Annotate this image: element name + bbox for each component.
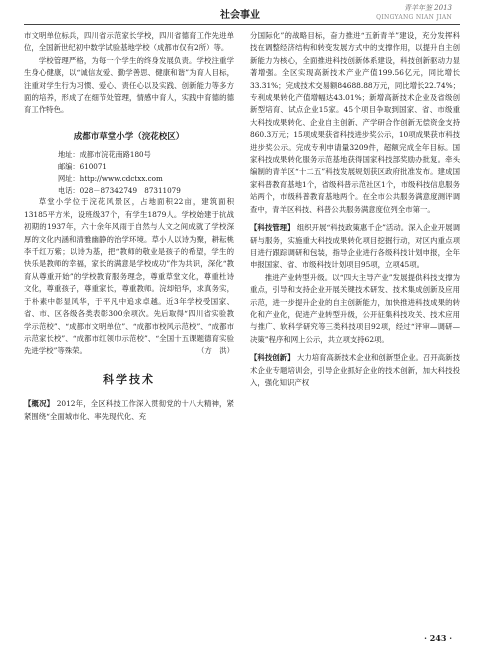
left-column [24,30,234,423]
running-header-journal [376,4,452,22]
page-number: · 243 · [424,633,452,643]
paragraph [24,196,234,357]
journal-name: 青羊年鉴 2013 [403,4,452,12]
paragraph [250,222,460,272]
journal-pinyin: QINGYANG NIAN JIAN [376,14,452,21]
running-header-title: 社会事业 [220,10,260,21]
header-rule [24,24,460,25]
address-line: 地址：成都市浣花南路180号 [58,150,151,160]
paragraph [24,398,234,423]
postcode-line: 邮编：610071 [58,162,108,172]
paragraph: 学校管理严格，为每一个学生的终身发展负责。学校注重学生身心健康，以“诚信友爱、勤学善思、健康和谐”为育人目标，注重对学生行为习惯、爱心、责任心以及实践、创新能力等多方面的培养，形成了在细节处管理，情感中育人，实践中育德的德育工作特色。 [24,55,234,115]
school-info [24,149,234,196]
paragraph-text: 大力培育高新技术企业和创新型企业。召开高新技术企业专题培训会，引导企业抓好企业的技术创新，加大科技投入，强化知识产权 [250,353,460,387]
paragraph-tag: 【科技管理】 [250,223,295,233]
school-heading: 成都市草堂小学（浣花校区） [73,131,185,142]
right-column [250,30,460,389]
paragraph: 市文明单位标兵，四川省示范家长学校，四川省德育工作先进单位，全国新世纪初中数学试验基地学校（成都市仅有2所）等。 [24,31,234,53]
paragraph-tag: 【概况】 [24,399,55,409]
paragraph [250,352,460,389]
phone-line: 电话：028－87342749 87311079 [58,185,181,195]
paragraph-text: 2012年，全区科技工作深入贯彻党的十八大精神，紧紧围绕“全面城市化、率先现代化、充 [24,399,234,421]
source-note: （方 洪） [197,346,234,356]
paragraph: 分国际化”的战略目标，奋力推进“五新青羊”建设，充分发挥科技在调整经济结构和转变发展方式中的支撑作用，以提升自主创新能力为核心，全面推进科技创新体系建设，科技创新驱动力显著增强。全区实现高新技术产业产值199.56亿元，同比增长33.31%；完成技术交易额84688.88万元，同比增长22.74%；专利成果转化产值增幅达43.01%；新增高新技术企业及省级创新型培育、试点企业15家。45个项目争取到国家、省、市级重大科技成果转化、企业自主创新、产学研合作创新无偿资金支持860.3万元；15项成果获省科技进步奖公示，10项成果获市科技进步奖公示。完成专利申请量3209件，超额完成全年目标。国家科技成果转化服务示范基地获得国家科技部奖励办批复。牵头编制的青羊区“十二五”科技发展规划获区政府批准发布。建成国家科普教育基地1个，省级科普示范社区1个，市级科技信息服务站两个，市级科普教育基地两个。在全市公共服务满意度测评调查中，青羊区科技、科普公共服务满意度位列全市第一。 [250,31,460,214]
paragraph-tag: 【科技创新】 [250,353,295,363]
website-line: 网址：http://www.cdctxx.com [58,173,163,183]
paragraph-text: 草堂小学位于浣花风景区，占地面积22亩，建筑面积13185平方米，设班级37个，有学生1879人。学校始建于抗战初期的1937年，六十余年风雨于自然与人文之间成就了学校深厚的文化内涵和清雅幽静的治学环境。草小人以诗为聚，耕耘桃李千红万紫；以诗为基，把“教师的敬业是孩子的希望，学生的快乐是教师的幸福，家长的满意是学校成功”作为共识，深化“教育从尊重开始”的学校教育服务理念，尊重草堂文化，尊重杜诗文化，尊重孩子，尊重家长，尊重教师。浣却铅华，求真务实，于朴素中彰显风华，于平凡中追求卓越。近3年学校受国家、省、市、区各级各类表彰300余项次。先后取得“四川省实验教学示范校”、“成都市文明单位”、“成都市校风示范校”、“成都市示范家长校”、“成都市红领巾示范校”、“全国十五课题德育实验先进学校”等殊荣。 [24,197,234,356]
section-title: 科学技术 [103,372,155,386]
paragraph-text: 组织开展“科技政策惠千企”活动。深入企业开展调研与服务，实施重大科技成果转化项目挖掘行动，对区内重点项目进行跟踪调研和包装，指导企业进行各级科技计划申报，全年申报国家、省、市级科技计划项目95项，立项45项。 [250,223,460,270]
paragraph: 推进产业转型升级。以“四大主导产业”发展提供科技支撑为重点，引导和支持企业开展关键技术研发、技术集成创新及应用示范，进一步提升企业的自主创新能力，加快推进科技成果的转化和产业化，促进产业转型升级，公开征集科技攻关、技术应用与推广、软科学研究等三类科技项目92项，经过“评审—调研—决策”程序和网上公示，共立项支持62项。 [250,272,460,344]
